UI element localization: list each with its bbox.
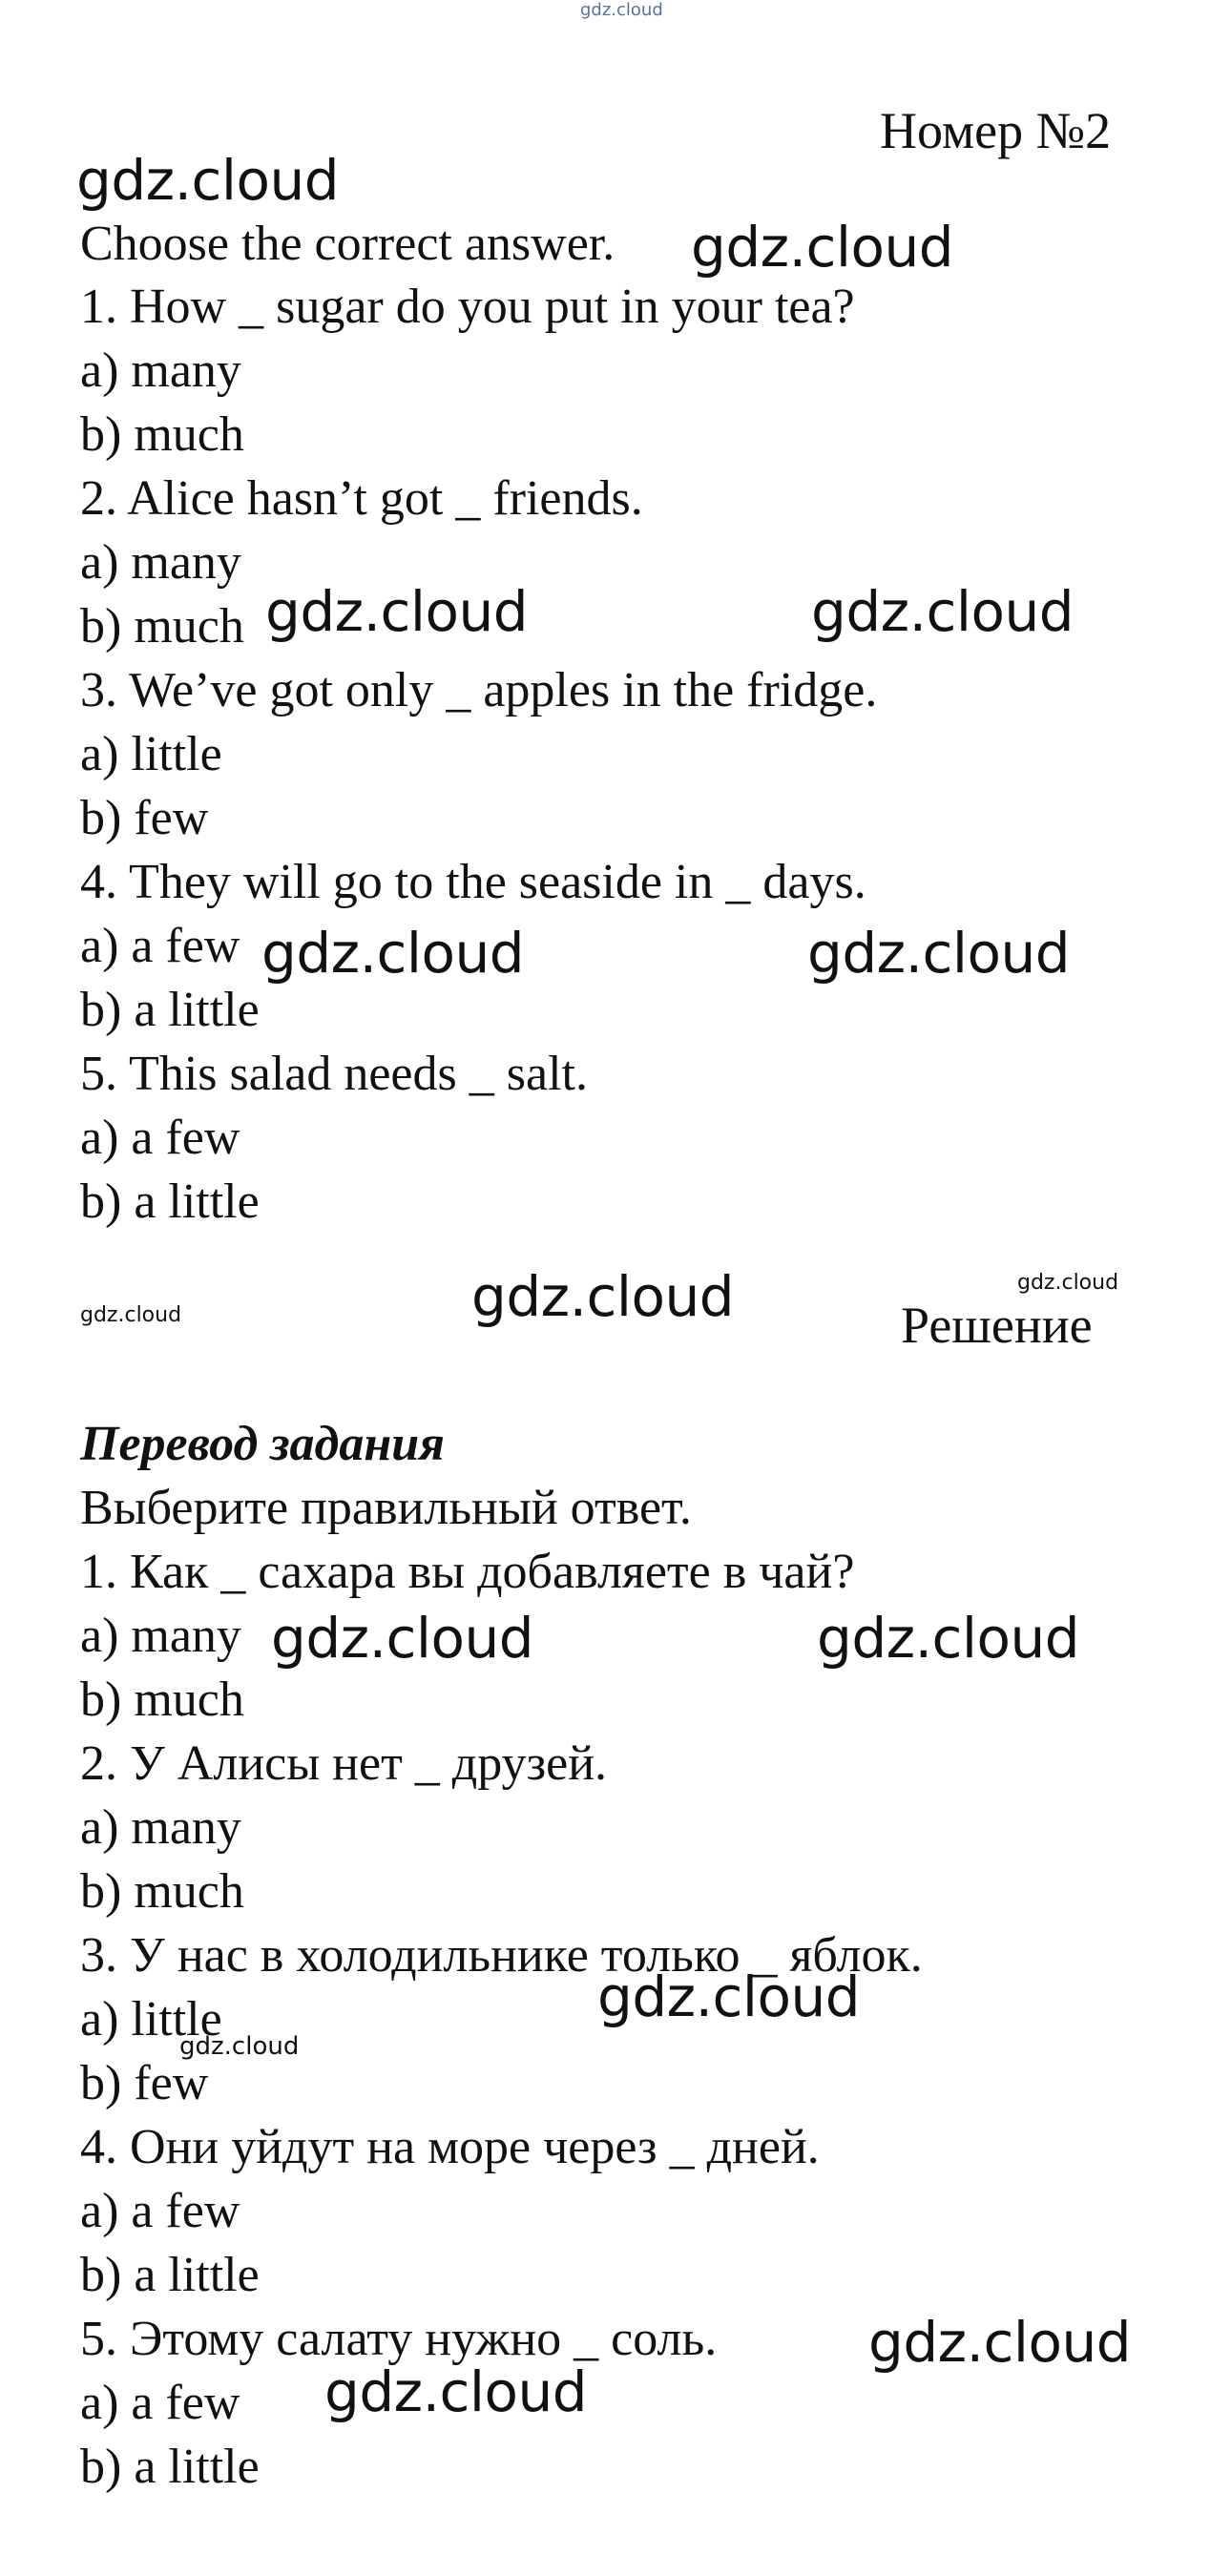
- watermark: gdz.cloud: [868, 2310, 1132, 2375]
- watermark-small: gdz.cloud: [179, 2032, 300, 2061]
- question-line: 2. Alice hasn’t got _ friends.: [80, 471, 643, 526]
- answer-option: a) a few: [80, 2184, 240, 2238]
- watermark: gdz.cloud: [271, 1606, 534, 1671]
- question-line: 1. Как _ сахара вы добавляете в чай?: [80, 1545, 855, 1599]
- answer-option: a) a few: [80, 2376, 240, 2430]
- answer-option: b) much: [80, 407, 244, 462]
- question-line: 5. Этому салату нужно _ соль.: [80, 2312, 718, 2366]
- question-line: 4. Они уйдут на море через _ дней.: [80, 2120, 820, 2174]
- watermark: gdz.cloud: [597, 1964, 861, 2029]
- answer-option: b) a little: [80, 2440, 260, 2494]
- top-watermark: gdz.cloud: [580, 0, 663, 20]
- translation-heading: Перевод задания: [80, 1417, 445, 1471]
- watermark: gdz.cloud: [807, 921, 1071, 986]
- question-line: 3. У нас в холодильнике только _ яблок.: [80, 1928, 923, 1983]
- question-line: 2. У Алисы нет _ друзей.: [80, 1736, 608, 1791]
- answer-option: a) many: [80, 1609, 241, 1663]
- answer-option: a) a few: [80, 919, 240, 973]
- question-line: 1. How _ sugar do you put in your tea?: [80, 280, 855, 334]
- answer-option: b) much: [80, 1672, 244, 1727]
- watermark: gdz.cloud: [691, 215, 954, 280]
- answer-option: b) few: [80, 2056, 209, 2110]
- answer-option: b) much: [80, 1864, 244, 1919]
- watermark: gdz.cloud: [817, 1606, 1080, 1671]
- watermark: gdz.cloud: [76, 148, 340, 213]
- watermark: gdz.cloud: [324, 2359, 588, 2424]
- watermark: gdz.cloud: [811, 579, 1075, 644]
- question-line: 3. We’ve got only _ apples in the fridge.: [80, 663, 878, 717]
- answer-option: b) few: [80, 791, 209, 845]
- watermark-small: gdz.cloud: [1017, 1271, 1119, 1295]
- watermark-small: gdz.cloud: [80, 1303, 182, 1327]
- question-line: 4. They will go to the seaside in _ days.: [80, 855, 866, 909]
- exercise-number: Номер №2: [880, 102, 1112, 159]
- answer-option: a) many: [80, 343, 241, 398]
- watermark: gdz.cloud: [471, 1264, 735, 1329]
- answer-option: a) a few: [80, 1111, 240, 1165]
- answer-option: b) much: [80, 599, 244, 654]
- translation-instruction: Выберите правильный ответ.: [80, 1481, 692, 1535]
- watermark: gdz.cloud: [265, 579, 529, 644]
- watermark: gdz.cloud: [261, 921, 525, 986]
- answer-option: a) little: [80, 1992, 222, 2046]
- answer-option: b) a little: [80, 2248, 260, 2302]
- instruction: Choose the correct answer.: [80, 217, 616, 271]
- answer-option: a) little: [80, 727, 222, 781]
- question-line: 5. This salad needs _ salt.: [80, 1047, 588, 1101]
- answer-option: a) many: [80, 1800, 241, 1855]
- answer-option: a) many: [80, 535, 241, 590]
- solution-label: Решение: [901, 1297, 1093, 1354]
- answer-option: b) a little: [80, 1174, 260, 1229]
- answer-option: b) a little: [80, 983, 260, 1037]
